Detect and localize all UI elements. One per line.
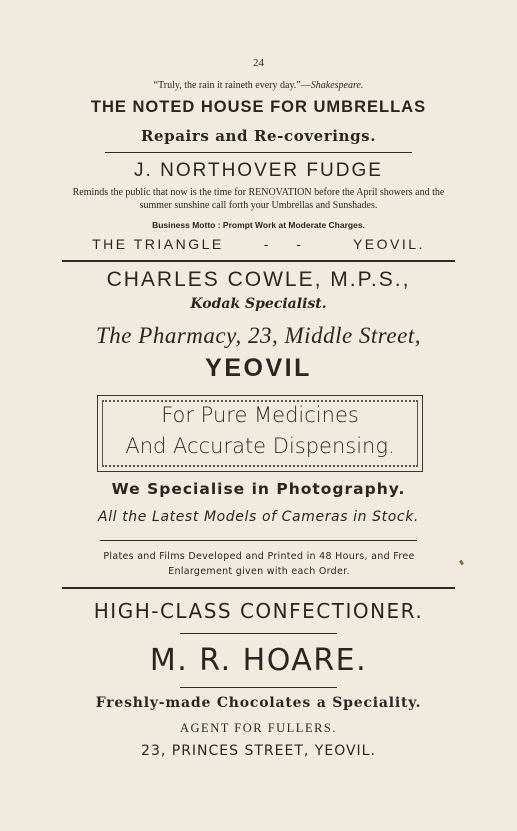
umbrella-body: Reminds the public that now is the time for RENOVATION before the April showers and the summer sunshine call forth your Umbrellas and Sunshades. <box>72 187 445 211</box>
section-divider <box>62 260 455 262</box>
chemist-town: YEOVIL <box>205 354 312 382</box>
confectioner-agent: AGENT FOR FULLERS. <box>180 721 337 735</box>
umbrella-address <box>0 236 517 252</box>
cameras-line: All the Latest Models of Cameras in Stock. <box>98 509 419 525</box>
confectioner-headline: HIGH-CLASS CONFECTIONER. <box>93 599 424 623</box>
quote-author: Shakespeare. <box>310 80 364 91</box>
address-separator: - - <box>263 236 313 252</box>
plates-line: Plates and Films Developed and Printed in 48 Hours, and Free Enlargement given with each Order. <box>103 551 415 577</box>
umbrella-motto: Business Motto : Prompt Work at Moderate Charges. <box>152 220 365 230</box>
address-town: YEOVIL. <box>352 236 425 252</box>
divider <box>100 540 417 541</box>
chemist-name: CHARLES COWLE, M.P.S., <box>106 268 411 291</box>
paper-fleck <box>459 560 464 566</box>
chemist-address: The Pharmacy, 23, Middle Street, <box>96 323 421 348</box>
epigraph-quote <box>0 80 517 91</box>
section-divider <box>62 587 455 589</box>
divider <box>105 152 412 153</box>
umbrella-subhead: Repairs and Re-coverings. <box>140 127 377 145</box>
confectioner-tagline: Freshly-made Chocolates a Speciality. <box>95 695 422 711</box>
chemist-role: Kodak Specialist. <box>190 296 327 312</box>
confectioner-address: 23, PRINCES STREET, YEOVIL. <box>141 743 376 759</box>
medicines-box <box>97 395 423 472</box>
dispensing-line: And Accurate Dispensing. <box>125 434 395 458</box>
umbrella-headline: THE NOTED HOUSE FOR UMBRELLAS <box>90 98 427 116</box>
quote-text: “Truly, the rain it raineth every day.”— <box>153 80 311 91</box>
divider <box>180 687 337 688</box>
address-place: THE TRIANGLE <box>92 236 224 252</box>
divider <box>180 633 337 634</box>
photography-line: We Specialise in Photography. <box>111 480 406 498</box>
confectioner-name: M. R. HOARE. <box>149 643 368 678</box>
medicines-line: For Pure Medicines <box>161 403 359 427</box>
page-number: 24 <box>253 57 264 69</box>
umbrella-proprietor: J. NORTHOVER FUDGE <box>134 160 383 181</box>
